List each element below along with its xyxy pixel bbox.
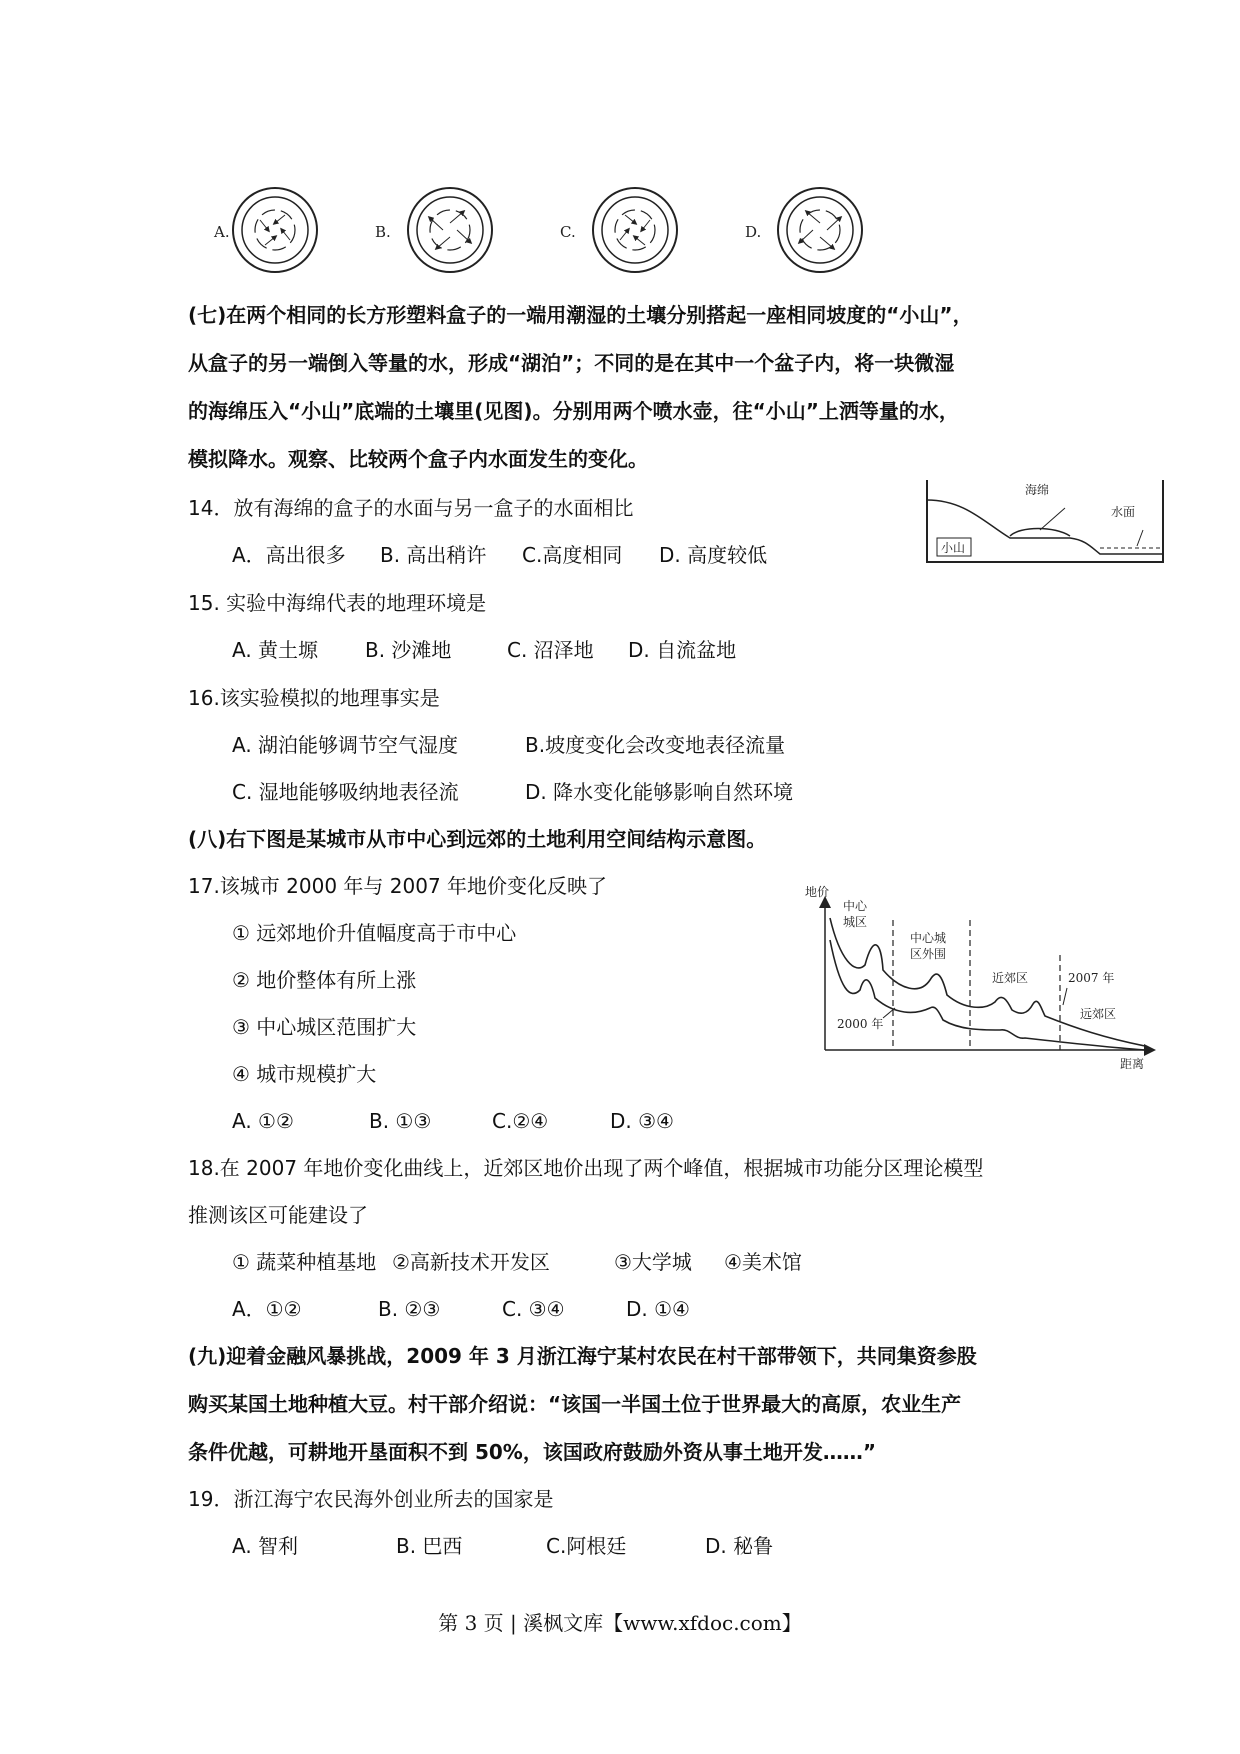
q18-option-c[interactable]: C. ③④ — [502, 1297, 565, 1321]
section8-intro: (八)右下图是某城市从市中心到远郊的土地利用空间结构示意图。 — [188, 827, 767, 851]
q18-stem-2: 推测该区可能建设了 — [188, 1203, 368, 1227]
hill-label: 小山 — [941, 541, 966, 555]
q15-options — [232, 637, 736, 663]
q17-options — [232, 1108, 674, 1134]
circle-d — [745, 188, 862, 272]
q16-option-c[interactable]: C. 湿地能够吸纳地表径流 — [232, 780, 459, 804]
year-2007-label: 2007 年 — [1068, 971, 1115, 985]
q16-option-a[interactable]: A. 湖泊能够调节空气湿度 — [232, 733, 459, 757]
circle-a — [213, 188, 317, 272]
sponge-box-figure — [925, 478, 1165, 566]
year-2000-label: 2000 年 — [837, 1017, 884, 1031]
q14-options — [232, 542, 767, 568]
section9-line-3: 条件优越，可耕地开垦面积不到 50%，该国政府鼓励外资从事土地开发……” — [188, 1440, 876, 1464]
q18-option-b[interactable]: B. ②③ — [378, 1297, 441, 1321]
q17-item-4: ④ 城市规模扩大 — [232, 1062, 377, 1086]
q16-options-row1 — [232, 732, 785, 758]
water-surface-label: 水面 — [1111, 505, 1136, 519]
x-axis-label: 距离 — [1120, 1057, 1145, 1071]
q15-option-c[interactable]: C. 沼泽地 — [507, 638, 594, 662]
q18-option-a[interactable]: A．①② — [232, 1297, 302, 1321]
q18-items — [232, 1249, 802, 1275]
circle-label-a: A. — [214, 223, 230, 241]
q17-option-a[interactable]: A. ①② — [232, 1109, 294, 1133]
circle-label-d: D. — [745, 223, 762, 241]
section9-line-2: 购买某国土地种植大豆。村干部介绍说：“该国一半国土位于世界最大的高原，农业生产 — [188, 1392, 962, 1416]
zone-exurb-label: 远郊区 — [1080, 1007, 1117, 1021]
q17-option-d[interactable]: D. ③④ — [610, 1109, 674, 1133]
q18-item-3: ③大学城 — [614, 1250, 692, 1274]
q17-item-1: ① 远郊地价升值幅度高于市中心 — [232, 921, 517, 945]
q18-option-d[interactable]: D. ①④ — [626, 1297, 690, 1321]
land-price-figure — [805, 880, 1165, 1070]
section7-line-2: 从盒子的另一端倒入等量的水，形成“湖泊”；不同的是在其中一个盆子内，将一块微湿 — [188, 351, 955, 375]
circle-label-b: B. — [375, 223, 391, 241]
section7-line-1: (七)在两个相同的长方形塑料盒子的一端用潮湿的土壤分别搭起一座相同坡度的“小山”， — [188, 303, 973, 327]
zone-outer-label-2: 区外围 — [910, 947, 947, 961]
q19-option-a[interactable]: A. 智利 — [232, 1534, 299, 1558]
q19-stem: 19．浙江海宁农民海外创业所去的国家是 — [188, 1487, 554, 1511]
q18-item-2: ②高新技术开发区 — [392, 1250, 550, 1274]
circle-label-c: C. — [560, 223, 576, 241]
q17-item-2: ② 地价整体有所上涨 — [232, 968, 417, 992]
q17-stem: 17.该城市 2000 年与 2007 年地价变化反映了 — [188, 874, 608, 898]
q19-option-d[interactable]: D. 秘鲁 — [705, 1534, 774, 1558]
q14-option-a[interactable]: A．高出很多 — [232, 543, 346, 567]
q15-option-a[interactable]: A. 黄土塬 — [232, 638, 319, 662]
q15-option-b[interactable]: B. 沙滩地 — [365, 638, 452, 662]
q16-option-d[interactable]: D. 降水变化能够影响自然环境 — [525, 780, 794, 804]
q19-options — [232, 1533, 773, 1559]
q17-item-3: ③ 中心城区范围扩大 — [232, 1015, 417, 1039]
zone-suburb-label: 近郊区 — [992, 971, 1029, 985]
q19-option-c[interactable]: C.阿根廷 — [546, 1534, 627, 1558]
section7-line-4: 模拟降水。观察、比较两个盒子内水面发生的变化。 — [188, 447, 648, 471]
q17-option-b[interactable]: B. ①③ — [369, 1109, 432, 1133]
q19-option-b[interactable]: B. 巴西 — [396, 1534, 463, 1558]
q17-option-c[interactable]: C.②④ — [492, 1109, 549, 1133]
circle-c — [560, 188, 677, 272]
section9-line-1: (九)迎着金融风暴挑战，2009 年 3 月浙江海宁某村农民在村干部带领下，共同集资参股 — [188, 1344, 977, 1368]
q14-option-b[interactable]: B. 高出稍许 — [380, 543, 487, 567]
q14-stem: 14．放有海绵的盒子的水面与另一盒子的水面相比 — [188, 496, 634, 520]
q14-option-c[interactable]: C.高度相同 — [522, 543, 623, 567]
sponge-label: 海绵 — [1025, 483, 1050, 497]
q16-options-row2 — [232, 779, 793, 805]
q18-item-4: ④美术馆 — [724, 1250, 802, 1274]
q14-option-d[interactable]: D. 高度较低 — [659, 543, 768, 567]
q18-stem-1: 18.在 2007 年地价变化曲线上，近郊区地价出现了两个峰值，根据城市功能分区理论模型 — [188, 1156, 984, 1180]
zone-center-label-2: 城区 — [843, 915, 868, 929]
q16-stem: 16.该实验模拟的地理事实是 — [188, 686, 440, 710]
q18-item-1: ① 蔬菜种植基地 — [232, 1250, 377, 1274]
page-footer: 第 3 页 | 溪枫文库【www.xfdoc.com】 — [438, 1611, 802, 1635]
zone-center-label-1: 中心 — [843, 899, 868, 913]
circle-b — [375, 188, 492, 272]
q15-option-d[interactable]: D. 自流盆地 — [628, 638, 737, 662]
zone-outer-label-1: 中心城 — [910, 931, 947, 945]
q16-option-b[interactable]: B.坡度变化会改变地表径流量 — [525, 733, 786, 757]
circle-options-figure — [200, 185, 920, 285]
section7-line-3: 的海绵压入“小山”底端的土壤里(见图)。分别用两个喷水壶，往“小山”上洒等量的水， — [188, 399, 959, 423]
y-axis-label: 地价 — [805, 885, 830, 899]
q18-options — [232, 1296, 690, 1322]
q15-stem: 15. 实验中海绵代表的地理环境是 — [188, 591, 487, 615]
